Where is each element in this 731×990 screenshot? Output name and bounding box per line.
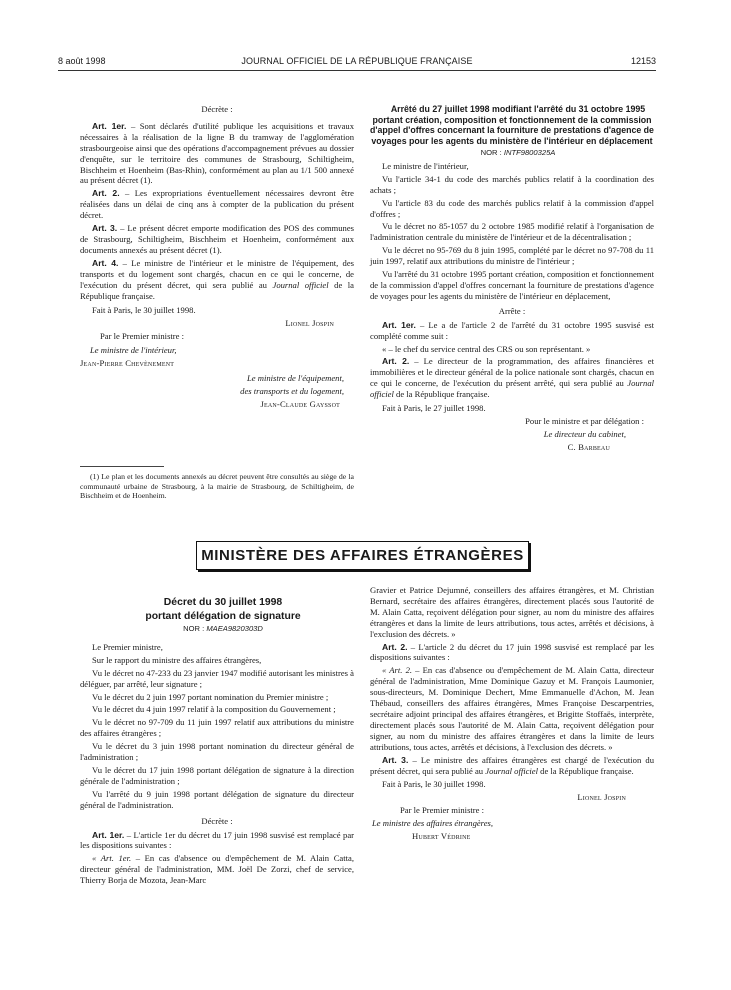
directeur-cabinet-title: Le directeur du cabinet, [543,428,626,439]
article-text: – Les expropriations éventuellement nécessaires devront être réalisées dans un délai de cinq ans à compter de la publication du présent décret. [80,188,354,221]
visa-paragraph: Vu le décret du 4 juin 1997 relatif à la composition du Gouvernement ; [92,704,336,715]
decret-title-line-2: portant délégation de signature [145,610,301,622]
journal-officiel-ref: Journal officiel [370,378,654,400]
article-4 [80,258,354,302]
minister-equipment-title-2: des transports et du logement, [240,385,344,396]
visa-paragraph: Vu le décret du 3 juin 1998 portant nomination du directeur général de l'administration ; [80,741,354,763]
decret-title-line-1: Décret du 30 juillet 1998 [163,597,283,608]
article-label: Art. 3. [92,223,118,234]
article-label: Art. 4. [92,257,119,268]
arrete-interieur [370,104,654,455]
article-2 [370,642,654,664]
visa-paragraph: Le ministre de l'intérieur, [382,160,469,171]
decrete-heading: Décrète : [201,815,233,826]
quoted-article [80,853,354,886]
visa-paragraph: Vu le décret no 47-233 du 23 janvier 1947 modifié autorisant les ministres à déléguer, par arrêté, leur signature ; [80,667,354,689]
article-text: – L'article 1er du décret du 17 juin 1998 susvisé est remplacé par les dispositions suivantes : [80,829,354,851]
article-text: – Le présent décret emporte modification des POS des communes de Strasbourg, Schiltigheim, Bischheim et Hoenheim, conformément aux documents annexés au présent décret (1). [80,223,354,255]
visa-paragraph: Vu l'arrêté du 9 juin 1998 portant délégation de signature du directeur général de l'administration. [80,788,354,810]
article-text: de la République française. [393,389,490,400]
footnote-text: (1) Le plan et les documents annexés au décret peuvent être consultés au siège de la communauté urbaine de Strasbourg, à la mairie de Strasbourg, de Schiltigheim, de Bischheim et de Hoenheim. [80,472,354,501]
article-text: de la République française. [80,279,354,301]
decrete-heading: Décrète : [201,104,233,114]
continued-paragraph: Gravier et Patrice Dejumné, conseillers des affaires étrangères, et M. Christian Bernard, secrétaire des affaires étrangères, directement placés sous l'autorité de M. Alain Catta, reçoivent délégation pour signer, au nom du ministre des affaires étrangères et dans la limite de leurs attributions, tous actes, arrêtés et décisions, à l'exclusion des décrets. » [370,585,654,639]
journal-title: JOURNAL OFFICIEL DE LA RÉPUBLIQUE FRANÇAISE [241,56,473,66]
minister-interior-title: Le ministre de l'intérieur, [90,345,177,356]
visa-paragraph: Vu le décret du 2 juin 1997 portant nomination du Premier ministre ; [92,691,329,702]
header-rule [58,70,656,71]
ministry-name: MINISTÈRE DES AFFAIRES ÉTRANGÈRES [201,547,524,564]
decret-delegation [80,597,354,888]
article-label: Art. 1er. [92,120,127,131]
signature-premier-ministre: Lionel Jospin [577,792,626,803]
minister-interior-name: Jean-Pierre Chevènement [80,358,175,369]
nor-label: NOR : [183,624,207,633]
journal-officiel-ref: Journal officiel [272,279,329,290]
fait-a-paris: Fait à Paris, le 27 juillet 1998. [382,403,486,414]
par-le-premier-ministre: Par le Premier ministre : [400,805,485,816]
nor-label: NOR : [480,148,504,157]
fait-a-paris: Fait à Paris, le 30 juillet 1998. [382,779,486,790]
article-text: – Le ministre des affaires étrangères est chargé de l'exécution du présent décret, qui sera publié au [370,754,654,776]
visa-paragraph: Le Premier ministre, [92,641,163,652]
article-text: – Le directeur de la programmation, des affaires financières et immobilières et le directeur général de la police nationale sont chargés, chacun en ce qui le concerne, de l'exécution du présent arrêté, qui sera publié au [370,356,655,389]
footnote-rule [80,466,164,467]
article-3 [370,755,654,777]
arrete-heading: Arrête : [498,305,526,316]
article-label: Art. 2. [92,188,120,199]
article-label: Art. 2. [382,641,408,652]
visa-paragraph: Vu le décret du 17 juin 1998 portant délégation de signature à la direction générale de l'administration ; [80,764,354,786]
quoted-article-label: « Art. 2. [382,665,413,676]
article-label: Art. 2. [382,356,410,367]
article-2 [80,188,354,221]
article-text: – L'article 2 du décret du 17 juin 1998 susvisé est remplacé par les dispositions suivantes : [370,641,654,663]
nor-reference [370,148,654,159]
article-text: de la République française. [538,765,634,776]
article-text: – Le ministre de l'intérieur et le ministre de l'équipement, des transports et du logement sont chargés, chacun en ce qui le concerne, de l'exécution du présent décret, qui sera publié au [80,257,355,290]
minister-foreign-title: Le ministre des affaires étrangères, [372,818,494,829]
article-3 [80,223,354,256]
article-text: – Le a de l'article 2 de l'arrêté du 31 octobre 1995 susvisé est complété comme suit : [370,319,654,341]
quoted-article-text: – En cas d'absence ou d'empêchement de M. Alain Catta, directeur général de l'administration, Mme Dominique Gazuy et M. François Laumonier, sous-directeurs, M. Dominique Dechert, Mme Emmanuelle d'Achon, M. Jean Thébaud, conseillers des affaires étrangères, Mmes Françoise Descarpentries, secrétaire adjoint principal des affaires étrangères, et Brigitte Stoffaës, interprète, directement placés sous l'autorité de M. Alain Catta, reçoivent délégation pour signer, au nom du ministre des affaires étrangères et dans la limite de leurs attributions, tous actes, arrêtés et décisions, à l'exclusion des décrets. » [370,665,654,752]
journal-officiel-ref: Journal officiel [485,765,539,776]
article-2 [370,356,654,400]
par-le-premier-ministre: Par le Premier ministre : [100,331,185,342]
quoted-article [370,665,654,752]
signature-premier-ministre: Lionel Jospin [285,318,334,329]
article-1 [370,320,654,342]
visa-paragraph: Vu le décret no 85-1057 du 2 octobre 1985 modifié relatif à l'organisation de l'administration centrale du ministère de l'intérieur et de la décentralisation ; [370,221,654,243]
article-label: Art. 1er. [382,319,416,330]
nor-reference [80,624,354,635]
page-header [58,56,656,70]
nor-code: MAEA9820303D [206,624,263,633]
article-label: Art. 3. [382,754,409,765]
visa-paragraph: Vu le décret no 95-769 du 8 juin 1995, complété par le décret no 97-708 du 11 juin 1997, relatif aux attributions du ministre de l'intérieur ; [370,245,654,267]
arrete-title: Arrêté du 27 juillet 1998 modifiant l'arrêté du 31 octobre 1995 portant création, composition et fonctionnement de la commission d'appel d'offres concernant la fourniture de prestations d'agence de voyages pour les agents du ministère de l'intérieur en déplacement [370,104,654,146]
article-text: – Sont déclarés d'utilité publique les acquisitions et travaux nécessaires à la réalisation de la ligne B du tramway de l'agglomération strasbourgeoise ainsi que des opérations d'accompagnement prévues au dossier d'enquête, sur le territoire des communes de Strasbourg, Schiltigheim, Bischheim et Hoenheim (Bas-Rhin), conformément au plan au 1/1 500 annexé au présent décret (1). [80,120,354,186]
page-number: 12153 [630,56,656,66]
minister-equipment-name: Jean-Claude Gayssot [260,398,340,409]
visa-paragraph: Vu le décret no 97-709 du 11 juin 1997 relatif aux attributions du ministre des affaires étrangères ; [80,717,354,739]
footnote [80,472,354,501]
article-1 [80,121,354,186]
visa-paragraph: Vu l'arrêté du 31 octobre 1995 portant création, composition et fonctionnement de la commission d'appel d'offres concernant la fourniture de prestations d'agence de voyages pour les agents du ministère de l'intérieur en déplacement, [370,269,654,301]
visa-paragraph: Vu l'article 83 du code des marchés publics relatif à la commission d'appel d'offres ; [370,197,654,219]
article-1 [80,830,354,852]
article-label: Art. 1er. [92,829,125,840]
header-date: 8 août 1998 [58,56,106,66]
quoted-article-label: « Art. 1er. [92,853,132,864]
quoted-line: « – le chef du service central des CRS ou son représentant. » [382,343,591,354]
directeur-cabinet-name: C. Barbeau [567,441,610,452]
fait-a-paris: Fait à Paris, le 30 juillet 1998. [92,305,196,316]
nor-code: INTF9800325A [503,148,556,157]
minister-equipment-title-1: Le ministre de l'équipement, [247,372,344,383]
minister-foreign-name: Hubert Védrine [412,831,471,842]
ministry-banner [196,541,529,570]
visa-paragraph: Vu l'article 34-1 du code des marchés publics relatif à la coordination des achats ; [370,173,654,195]
quoted-article-text: – En cas d'absence ou d'empêchement de M. Alain Catta, directeur général de l'administration, MM. Joël De Zorzi, chef de service, Thierry Borja de Mozota, Jean-Marc [80,853,354,886]
visa-paragraph: Sur le rapport du ministre des affaires étrangères, [92,654,262,665]
decret-delegation-continued [370,585,654,844]
decree-strasbourg [80,104,354,412]
delegation-line: Pour le ministre et par délégation : [525,415,644,426]
